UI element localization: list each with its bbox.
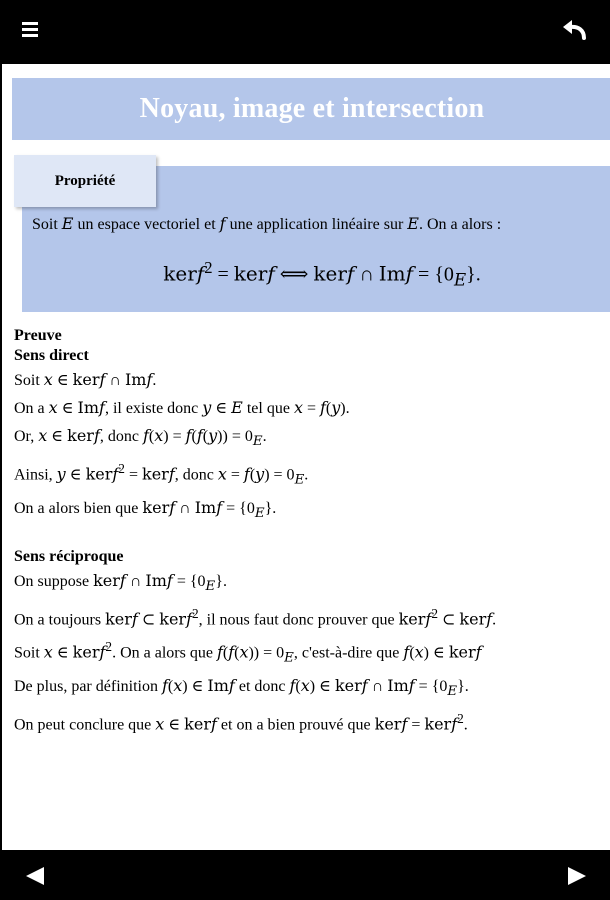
- proof-line: Soit x ∈ kerf ∩ Imf.: [14, 370, 157, 389]
- proof-line: On suppose kerf ∩ Imf = $\{0_E\}$.: [14, 570, 227, 595]
- content-page: [0, 64, 610, 850]
- proof-line: On a alors bien que kerf ∩ Imf = $\{0_E\}$.: [14, 497, 277, 521]
- property-tab: Propriété: [14, 155, 156, 207]
- proof-line: On a toujours kerf ⊂ kerf$^2$, il nous faut donc prouver que kerf$^2$ ⊂ kerf.: [14, 606, 497, 629]
- bottom-bar: [0, 850, 610, 900]
- proof-line: Ainsi, y ∈ kerf$^2$ = kerf, donc $x = f(y) = 0_E$.: [14, 461, 309, 488]
- proof-heading: Preuve: [14, 327, 62, 344]
- top-bar: [0, 0, 610, 64]
- property-statement: Soit E un espace vectoriel et f une application linéaire sur E. On a alors :: [32, 214, 502, 233]
- direct-heading: Sens direct: [14, 347, 89, 364]
- proof-section: [14, 326, 610, 738]
- hamburger-menu-icon[interactable]: [22, 22, 38, 38]
- proof-line: Or, x ∈ kerf, donc $f(x) = f(f(y)) = 0_E$.: [14, 426, 267, 450]
- property-formula: kerf$^2$ = kerf ⟺ kerf ∩ Imf = $\{0_E\}$.: [163, 258, 481, 290]
- converse-heading: Sens réciproque: [14, 547, 124, 565]
- proof-line: De plus, par définition f(x) ∈ Imf et donc f(x) ∈ kerf ∩ Imf = $\{0_E\}$.: [14, 675, 469, 700]
- proof-line: Soit x ∈ kerf$^2$. On a alors que $f(f(x)) = 0_E$, c'est-à-dire que f(x) ∈ kerf: [14, 639, 482, 666]
- page-title: Noyau, image et intersection: [139, 93, 485, 124]
- undo-arrow-icon[interactable]: [560, 16, 590, 46]
- triangle-left-icon[interactable]: [26, 867, 44, 885]
- triangle-right-icon[interactable]: [568, 867, 586, 885]
- proof-line: On peut conclure que x ∈ kerf et on a bien prouvé que kerf = kerf$^2$.: [14, 711, 468, 734]
- proof-line: On a x ∈ Imf, il existe donc y ∈ E tel que x = f(y).: [14, 398, 350, 417]
- title-banner: [12, 78, 610, 140]
